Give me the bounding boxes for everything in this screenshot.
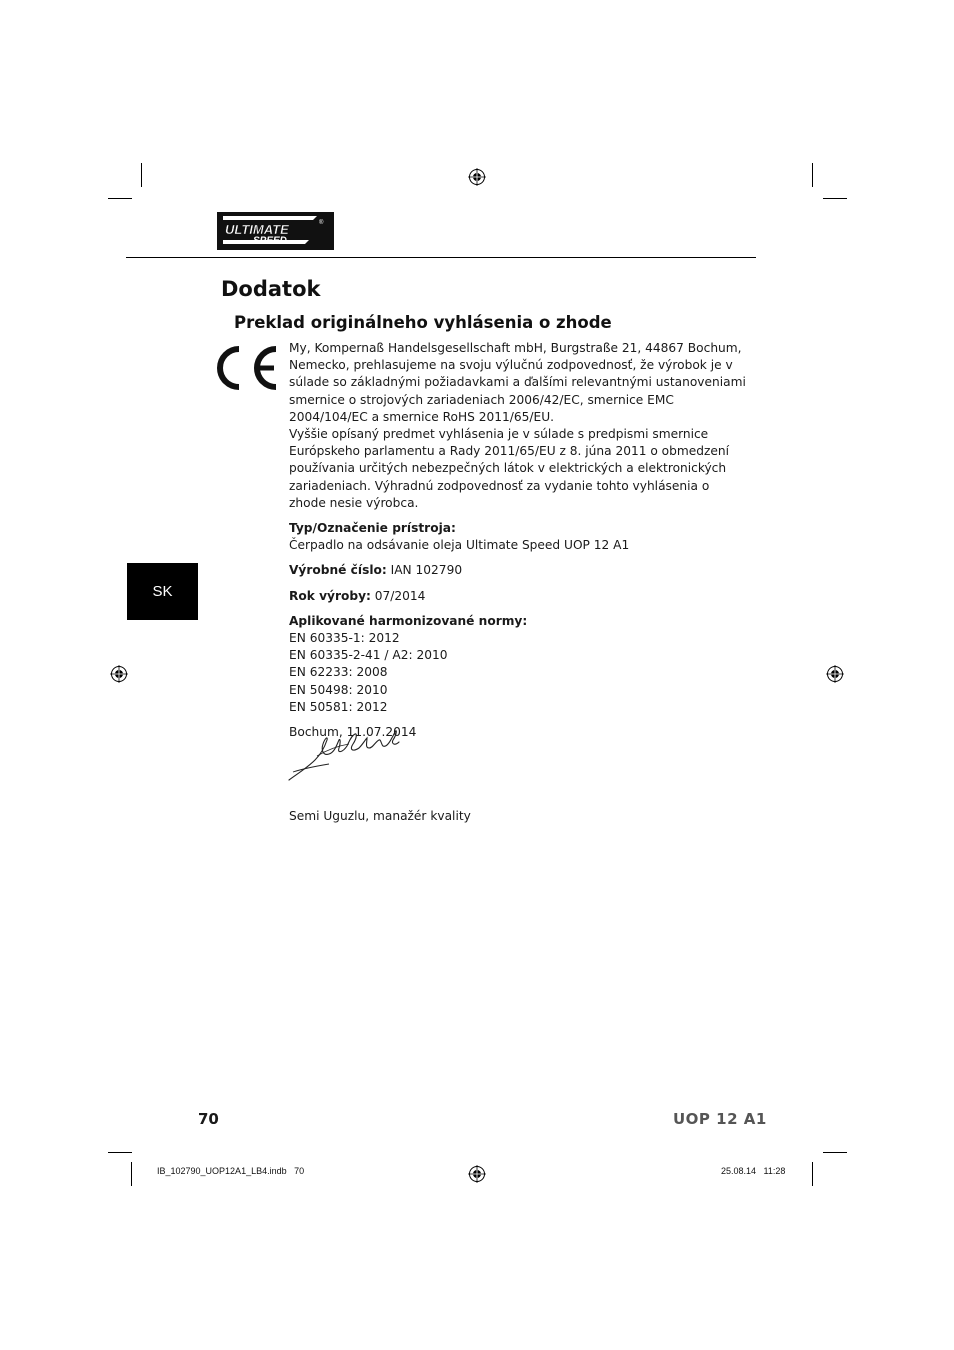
crop-mark (108, 198, 132, 199)
print-file-name: IB_102790_UOP12A1_LB4.indb 70 (157, 1166, 305, 1176)
norms-label: Aplikované harmonizované normy: (289, 613, 528, 628)
crop-mark (108, 1152, 132, 1153)
serial-label: Výrobné číslo: (289, 563, 387, 578)
year-label: Rok výroby: (289, 588, 371, 603)
header-rule (126, 257, 756, 258)
norm-item: EN 60335-2-41 / A2: 2010 (289, 648, 448, 663)
registration-mark-icon (468, 1165, 486, 1183)
declaration-paragraph: Vyššie opísaný predmet vyhlásenia je v súlade s predpismi smernice Európskeho parlamentu a Rady 2011/65/EU z 8. júna 2011 o obmedzení používania určitých nebezpečných látok v elektrických a elektronických zariadeniach. Výhradnú zodpovednosť za vydanie tohto vyhlásenia o zhode nesie výrobca. (289, 427, 729, 510)
page-title: Dodatok (221, 277, 321, 301)
crop-mark (823, 1152, 847, 1153)
registration-mark-icon (110, 665, 128, 683)
ultimate-speed-logo (217, 212, 334, 250)
section-title: Preklad originálneho vyhlásenia o zhode (234, 313, 612, 332)
place-date: Bochum, 11.07.2014 (289, 725, 417, 740)
norm-item: EN 62233: 2008 (289, 665, 388, 680)
svg-text:ULTIMATE: ULTIMATE (225, 222, 289, 237)
year-value: 07/2014 (374, 588, 426, 603)
crop-mark (131, 1162, 132, 1186)
registration-mark-icon (826, 665, 844, 683)
type-label: Typ/Označenie prístroja: (289, 521, 456, 536)
print-timestamp: 25.08.14 11:28 (721, 1166, 786, 1176)
page-number: 70 (198, 1110, 219, 1128)
declaration-paragraph: My, Kompernaß Handelsgesellschaft mbH, Burgstraße 21, 44867 Bochum, Nemecko, prehlasujeme na svoju výlučnú zodpovednosť, že výrobok je v súlade so základnými požiadavkami a ďalšími relevantnými ustanoveniami smernice o strojových zariadeniach 2006/42/EC, smernice EMC 2004/104/EC a smernice RoHS 2011/65/EU. (289, 341, 746, 424)
ce-mark-icon (210, 343, 280, 393)
crop-mark (141, 163, 142, 187)
crop-mark (823, 198, 847, 199)
norm-item: EN 60335-1: 2012 (289, 631, 400, 646)
type-value: Čerpadlo na odsávanie oleja Ultimate Speed UOP 12 A1 (289, 538, 630, 553)
crop-mark (812, 1162, 813, 1186)
model-number: UOP 12 A1 (673, 1110, 767, 1128)
svg-text:SPEED: SPEED (253, 235, 287, 247)
serial-value: IAN 102790 (390, 563, 463, 578)
crop-mark (812, 163, 813, 187)
norm-item: EN 50581: 2012 (289, 699, 388, 714)
signatory: Semi Uguzlu, manažér kvality (289, 809, 471, 824)
norm-item: EN 50498: 2010 (289, 682, 388, 697)
language-tab: SK (127, 563, 198, 620)
svg-text:®: ® (319, 220, 324, 226)
signature-image (287, 726, 405, 784)
registration-mark-icon (468, 168, 486, 186)
